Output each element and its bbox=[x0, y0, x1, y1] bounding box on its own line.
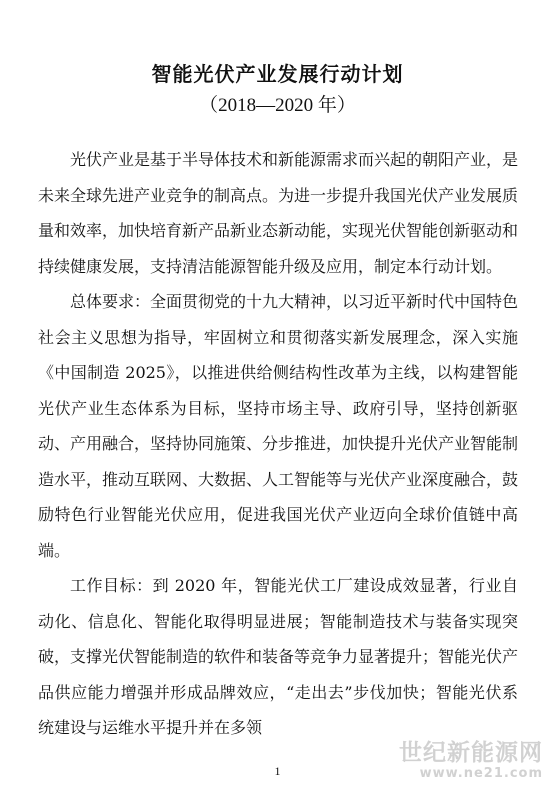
paragraph-intro: 光伏产业是基于半导体技术和新能源需求而兴起的朝阳产业，是未来全球先进产业竞争的制高点。为进一步提升我国光伏产业发展质量和效率，加快培育新产品新业态新动能，实现光伏智能创新驱动和持续健康发展，支持清洁能源智能升级及应用，制定本行动计划。 bbox=[38, 150, 519, 276]
watermark-name: 世纪新能源网 bbox=[399, 740, 543, 766]
watermark-url: www.ne21.com bbox=[419, 766, 543, 781]
paragraph-work-goals: 工作目标：到 2020 年，智能光伏工厂建设成效显著，行业自动化、信息化、智能化取得明显进展；智能制造技术与装备实现突破，支撑光伏智能制造的软件和装备等竞争力显著提升；智能光伏产品供应能力增强并形成品牌效应，“走出去”步伐加快；智能光伏系统建设与运维水平提升并在多领 bbox=[38, 576, 519, 737]
document-body bbox=[38, 142, 518, 746]
document-subtitle: （2018—2020 年） bbox=[199, 95, 356, 116]
document-title: 智能光伏产业发展行动计划 bbox=[151, 62, 404, 86]
watermark bbox=[399, 740, 543, 781]
page-number: 1 bbox=[274, 764, 281, 778]
paragraph-general-requirements: 总体要求：全面贯彻党的十九大精神，以习近平新时代中国特色社会主义思想为指导，牢固树立和贯彻落实新发展理念，深入实施《中国制造 2025》，以推进供给侧结构性改革为主线，以构建智能光伏产业生态体系为目标，坚持市场主导、政府引导，坚持创新驱动、产用融合，坚持协同施策、分步推进，加快提升光伏产业智能制造水平，推动互联网、大数据、人工智能等与光伏产业深度融合，鼓励特色行业智能光伏应用，促进我国光伏产业迈向全球价值链中高端。 bbox=[38, 292, 519, 560]
